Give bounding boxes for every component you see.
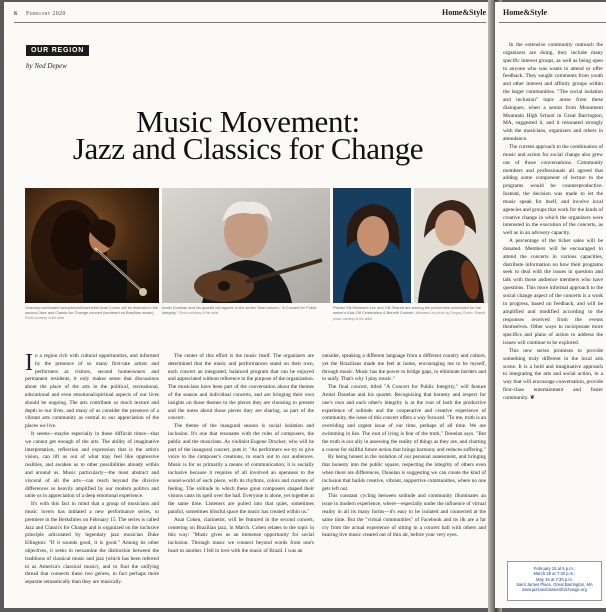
paragraph: The final concert, titled "A Concert for Public Integrity," will feature Amiel Donelan and his quartet. Recognizing that honesty and respect for one's own and each other's integrity is at the root of both the productive experience of solitude and the cooperative and creative experience of community, the issue of this concert offers a way forward. "To me, truth is an overriding and urgent issue of our time, perhaps of all time. We are swimming in lies. The root of lying is fear of the truth," Donelan says. "But the truth is our ally in assessing the reality of things as they are, and charting a course for skillful future action that brings harmony and reduces suffering." xyxy=(322,384,486,453)
paragraph: The theme of the inaugural season is social isolation and inclusion. It's one that resonates with the roles of composers, the public and the musicians. As violinist Eugene Drucker, who will be part of the inaugural concert, puts it: "As performers we try to give voice to the composer's creations, to reach out to our audiences. Music is for us primarily a means of communication; it is socially inclusive because it requires of all involved an openness to the sound-world of each piece, with its rhythms, colors and currents of feeling. The solitude in which these great composers shaped their visions casts its spell over the hall. Everyone is alone, yet together at the same time. Listeners are pulled into that quiet, sometimes painful, sometimes blissful space the music has created within us." xyxy=(168,423,314,515)
right-page xyxy=(495,2,606,608)
article-title-line-1: Music Movement: xyxy=(136,104,360,139)
paragraph: A percentage of the ticket sales will be donated. Members will be encouraged to attend the concerts in various capacities, distribute information on how their programs seek to deal with the issues in question and talk with those audience members who have questions. This more informal approach to the social change aspect of the concerts is a work in progress, based on feedback, and will be amplified and modified according to the responses received from the events themselves. Other ways to incorporate more specifics and plans of action to address the issues will continue to be explored. xyxy=(503,238,603,347)
body-column-3 xyxy=(322,353,486,540)
paragraph: By being honest in the isolation of our personal assessment, and bringing that honesty into the public square, respecting the integrity of others even when there are differences, Donelan is suggesting we can create the kind of inclusion that builds creative, vibrant, supportive communities, where no one gets left out. xyxy=(322,454,486,492)
photo-credit-2: Photo courtesy of the artist xyxy=(179,311,219,315)
photo-credit-1: Photo courtesy of the artist xyxy=(25,316,65,320)
end-of-article-mark: ❦ xyxy=(529,394,535,401)
page-number: 6 xyxy=(14,11,18,17)
byline: by Ned Depew xyxy=(26,62,67,70)
event-date-2: March 28 at 7:30 p.m.; xyxy=(533,571,576,577)
drop-cap: I xyxy=(25,350,33,376)
event-venue: Saint James Place, Great Barrington, MA xyxy=(516,581,593,587)
masthead-right: Home&Style xyxy=(503,8,547,17)
section-badge: OUR REGION xyxy=(26,45,89,56)
body-column-2 xyxy=(168,353,314,556)
photo-caption-1 xyxy=(25,305,159,321)
photo-clarinetist xyxy=(25,188,159,303)
left-page xyxy=(4,2,492,608)
paragraph: n a region rich with cultural opportunities, and informed by the presence of so many first-rate artists and performers as visitors, second homeowners and permanent residents, it only makes sense that discussions about the place of the arts in the political, recreational, educational and even emotional/spiritual aspects of our lives should be ongoing. The arts contribute so much texture and depth to our lives, and many of us consider the presence of a vibrant arts community as central to our appreciation of the places we live. xyxy=(25,353,159,430)
caption-text-1: Grammy-nominated saxophonist/clarinetist Anat Cohen will be featured in the second Jazz and Classic for Change concert (centered on Brazilian music). xyxy=(25,305,158,315)
photo-violinist xyxy=(414,188,488,303)
paragraph: In the extensive community outreach the organizers are doing, they include many specific interest groups, as well as being open to anyone who was wants to attend or offer feedback. They sought comments from youth and other interest and affinity groups within the larger communities. "The social isolation and inclusion" topic arose from these dialogues, when a senior from Monument Mountain High School in Great Barrington, MA, suggested it, and it resonated strongly with the musicians, organizers and others in attendance. xyxy=(503,42,603,143)
paragraph: It seems—maybe especially in these difficult times—that we cannot get enough of the arts. The ability of imaginative interpretation, reflection and expression that is the artist's vision, can lift us out of what may feel like oppressive realities, and awaken us to other possibilities already within and around us. Music particularly—the most abstract and visceral of all the arts—can reach beyond the divisive differences so heavily amplified by our modern politics and unite us in appreciation of a deep emotional experience. xyxy=(25,430,159,500)
paragraph: It's with this fact in mind that a group of musicians and music lovers has initiated a new performance series, to premiere in the Berkshires on February 15. The series is called Jazz and Classics for Change and is organized on the inclusive principle articulated by legendary jazz musician Duke Ellington: "If it sounds good, it is good." Among its other objectives, it seeks to reexamine the distinction between the traditions of classical music and jazz (which has been referred to as America's classical music), and to find the unifying thread that connects these two genres, in fact perhaps more separate semantically than they are musically. xyxy=(25,501,159,586)
photo-caption-2 xyxy=(162,305,330,316)
paragraph: This constant cycling between solitude and community illuminates an issue in modern experience, where—especially under the influence of virtual reality in all its many forms—it's easy to be isolated and connected at the same time. But the "virtual communities" of Facebook and its ilk are a far cry from the actual experience of sitting in a concert hall with others and hearing live music created out of thin air, before your very eyes. xyxy=(322,493,486,539)
paragraph xyxy=(503,348,603,403)
caption-text-3: Pianist Gili Melamed-Lev and Gili Sharett are among the performers scheduled for the series's Kick-Off Celebration & Benefit Concert. xyxy=(333,305,481,315)
paragraph: outsider, speaking a different language from a different country and culture, yet the Brazilians made me feel at home, encouraging me to be myself, through music. Music has the power to bridge gaps, to eliminate borders and to unify. That's why I play music." xyxy=(322,353,486,383)
event-info-box xyxy=(507,561,602,601)
photo-caption-3 xyxy=(333,305,488,322)
paragraph: Anat Cohen, clarinetist, will be featured in the second concert, centering on Brazilian jazz, in March. Cohen relates to the topic in this way: "Music gives us an immense opportunity for social inclusion. Through music we connect beyond words from one's heart to another. I fell in love with the music of Brazil. I was an xyxy=(168,516,314,554)
event-date-1: February 15 at 5 p.m.; xyxy=(533,566,576,571)
closing-paragraph-text: This new series promises to provide something truly different in the local arts scene. It is a bold and imaginative approach to integrating the arts and social action, in a way that will encourage conversation, provide first-class entertainment and foster community. xyxy=(503,347,603,401)
paragraph: The center of this effort is the music itself. The organizers are determined that the music and performances stand on their own, each concert an integrated, balanced program that can be enjoyed and appreciated without reference to the purpose of the organization. The musicians have been part of the conversation about the themes of the season and individual concerts, and are bringing their own insights on those themes to the pieces they are choosing to present and the notes about those pieces they are sharing, as part of the concert. xyxy=(168,353,314,422)
photo-pianist xyxy=(333,188,411,303)
issue-date: February 2020 xyxy=(26,11,66,17)
masthead: Home&Style xyxy=(442,8,486,17)
article-title-line-2: Jazz and Classics for Change xyxy=(72,131,424,166)
photo-guitarist xyxy=(162,188,330,303)
photo-credit-3: Melamed-Lev photo by Gregory Cherin. Sharett photo courtesy of the artist xyxy=(333,311,486,321)
header-rule xyxy=(14,22,486,23)
paragraph: The current approach to the combination of music and action for social change also grew out of those conversations. Community members and professionals all agreed that adding some component of lecture to the programs would be counterproductive. Instead, the decision was made to let the music speak for itself, and involve local agencies and groups that work for the kinds of creative change in which the organizers were interested in the execution of the concerts, as well as in an advisory capacity. xyxy=(503,143,604,237)
event-website[interactable]: www.jazzandclassicsforchange.org xyxy=(522,587,587,593)
right-body-column xyxy=(503,42,603,403)
body-column-1 xyxy=(25,350,159,587)
caption-text-2: Amiel Donelan and his quartet will appear in the series' final concert, "A Concert for Public Integrity." xyxy=(162,305,317,315)
header-rule-right xyxy=(499,22,606,23)
event-date-3: May 16 at 7:30 p.m. xyxy=(535,576,573,582)
